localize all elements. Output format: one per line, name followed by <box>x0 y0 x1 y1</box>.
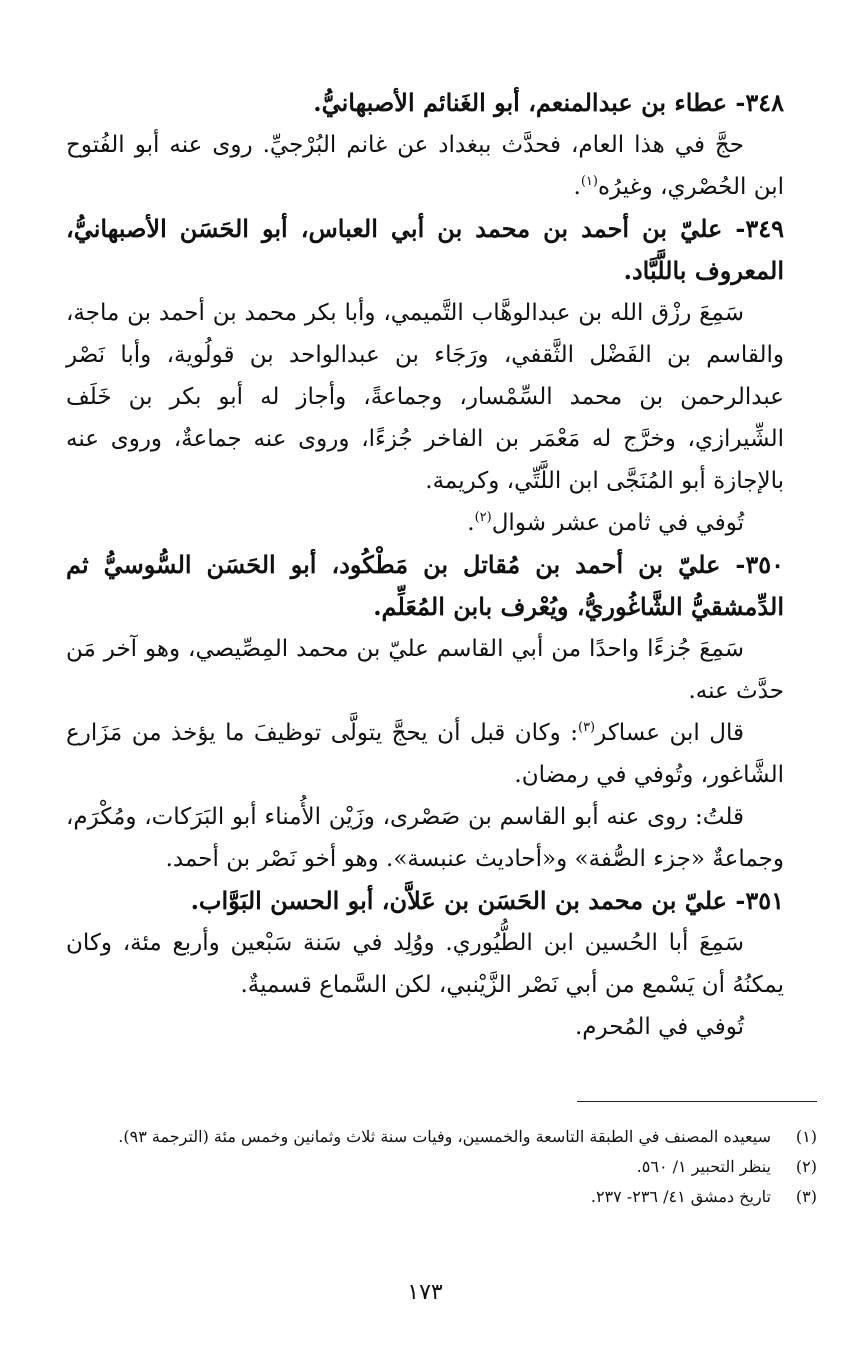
footnote-2 <box>66 1152 817 1182</box>
paragraph-text: تُوفي في ثامن عشر شوال <box>491 510 744 536</box>
paragraph-text: قلتُ: روى عنه أبو القاسم بن صَصْرى، وزَيْن الأُمناء أبو البَرَكات، ومُكْرَم، وجماعةٌ «جزء الصُّفة» و«أحاديث عنبسة». وهو أخو نَصْر بن أحمد. <box>66 804 784 872</box>
entry-heading-348: ٣٤٨- عطاء بن عبدالمنعم، أبو الغَنائم الأصبهانيُّ. <box>313 88 784 117</box>
footnote-text: سيعيده المصنف في الطبقة التاسعة والخمسين، وفيات سنة ثلاث وثمانين وخمس مئة (الترجمة ٩٣). <box>118 1127 771 1146</box>
entry-paragraph <box>66 628 784 712</box>
entry-paragraph <box>66 796 784 880</box>
main-text <box>66 82 784 1048</box>
paragraph-tail: . <box>573 174 581 200</box>
paragraph-text: سَمِعَ رزْق الله بن عبدالوهَّاب التَّميمي، وأبا بكر محمد بن أحمد بن ماجة، والقاسم بن الفَضْل الثَّقفي، ورَجَاء بن عبدالواحد بن قولُوية، وأبا نَصْر عبدالرحمن بن محمد السِّمْسار، وجماعةً، وأجاز له أبو بكر بن خَلَف الشِّيرازي، وخرَّج له مَعْمَر بن الفاخر جُزءًا، وروى عنه جماعةٌ، وروى عنه بالإجازة أبو المُنَجَّى ابن اللَّتِّي، وكريمة. <box>66 300 784 494</box>
footnote-divider <box>577 1101 817 1102</box>
page-number: ١٧٣ <box>407 1280 443 1305</box>
footnote-marker: (٣) <box>577 720 596 735</box>
paragraph-text: حجَّ في هذا العام، فحدَّث ببغداد عن غانم البُرْجيِّ. روى عنه أبو الفُتوح ابن الحُصْري، وغيرُه <box>66 132 784 200</box>
entry-paragraph <box>66 124 784 208</box>
footnote-text: تاريخ دمشق ٤١/ ٢٣٦- ٢٣٧. <box>590 1187 771 1206</box>
entry-heading-349: ٣٤٩- عليّ بن أحمد بن محمد بن أبي العباس، أبو الحَسَن الأصبهانيُّ، المعروف باللَّبَّاد. <box>66 214 784 285</box>
entry-paragraph <box>66 1006 784 1048</box>
footnotes <box>66 1122 817 1212</box>
entry-paragraph <box>66 712 784 796</box>
entry-heading-350: ٣٥٠- عليّ بن أحمد بن مُقاتل بن مَطْكُود، أبو الحَسَن السُّوسيُّ ثم الدِّمشقيُّ الشَّاغُوريُّ، ويُعْرف بابن المُعَلِّم. <box>66 550 784 621</box>
footnote-number: (١) <box>795 1127 817 1146</box>
entry-paragraph <box>66 922 784 1006</box>
footnote-number: (٢) <box>795 1157 817 1176</box>
entry-heading-351: ٣٥١- عليّ بن محمد بن الحَسَن بن عَلاَّن، أبو الحسن البَوَّاب. <box>190 886 784 915</box>
footnote-1 <box>66 1122 817 1152</box>
footnote-marker: (٢) <box>474 510 492 525</box>
paragraph-text: تُوفي في المُحرم. <box>574 1014 744 1040</box>
paragraph-tail: . <box>467 510 475 536</box>
footnote-text: ينظر التحبير ١/ ٥٦٠. <box>636 1157 771 1176</box>
entry-paragraph <box>66 292 784 502</box>
paragraph-tail: : وكان قبل أن يحجَّ يتولَّى توظيفَ ما يؤخذ من مَزَارع الشَّاغور، وتُوفي في رمضان. <box>66 720 784 788</box>
entry-paragraph <box>66 502 784 544</box>
paragraph-text: قال ابن عساكر <box>595 720 744 746</box>
footnote-marker: (١) <box>580 174 598 189</box>
paragraph-text: سَمِعَ جُزءًا واحدًا من أبي القاسم عليّ بن محمد المِصِّيصي، وهو آخر مَن حدَّث عنه. <box>66 636 784 704</box>
paragraph-text: سَمِعَ أبا الحُسين ابن الطُّيُوري. ووُلِد في سَنة سَبْعين وأربع مئة، وكان يمكنُهُ أن يَسْمع من أبي نَصْر الزَّيْنبي، لكن السَّماع قسميةٌ. <box>66 930 784 998</box>
footnote-number: (٣) <box>795 1187 817 1206</box>
footnote-3 <box>66 1182 817 1212</box>
